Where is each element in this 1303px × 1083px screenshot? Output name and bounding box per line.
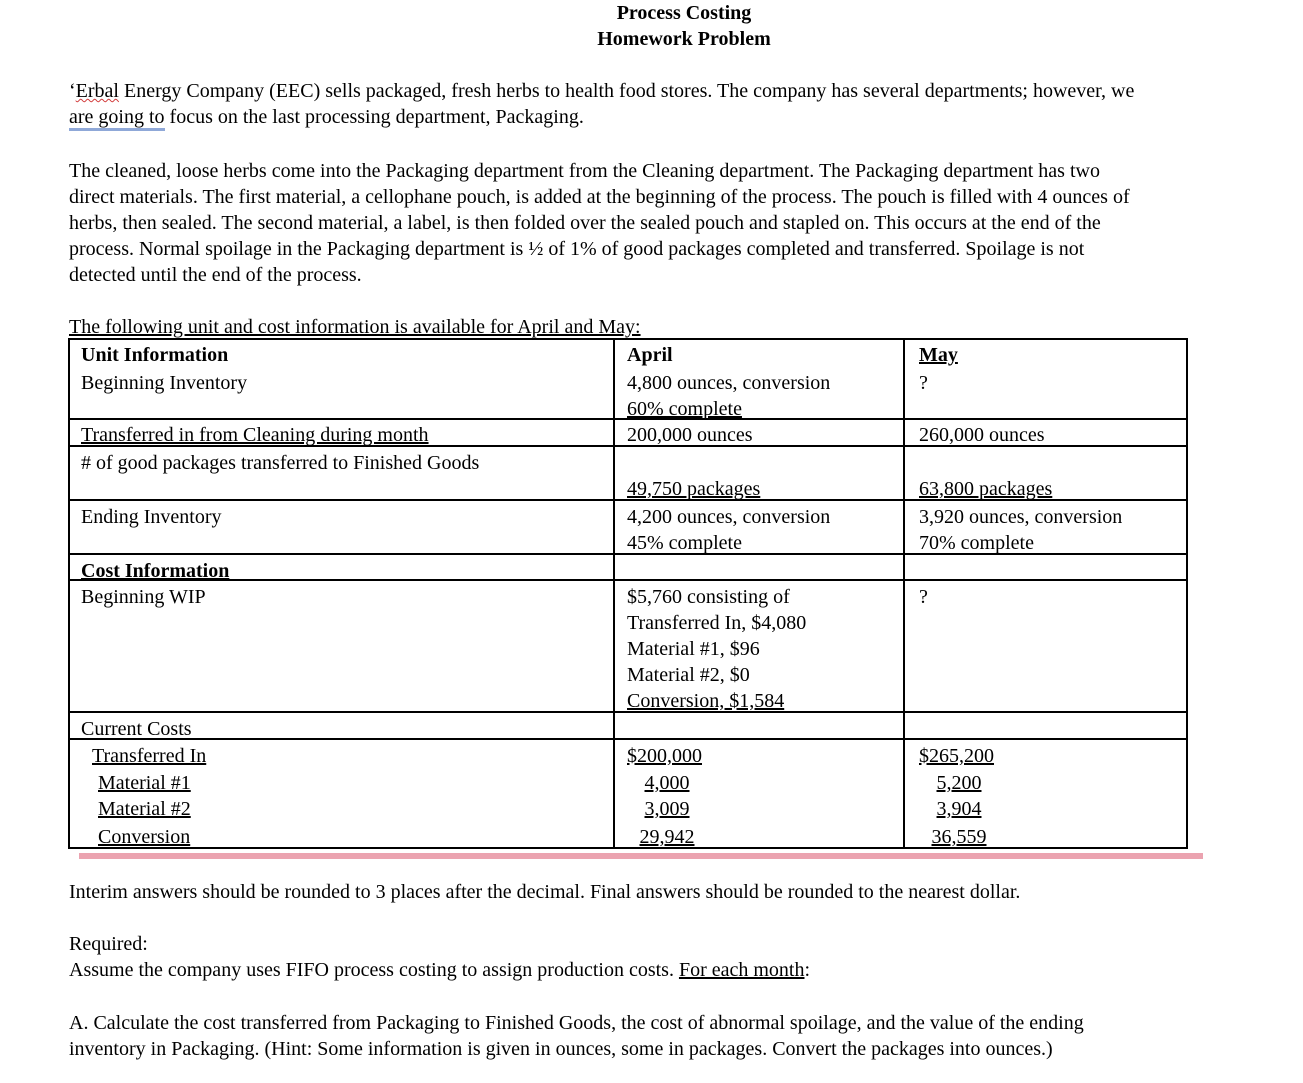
beginning-inventory-may: ?	[919, 372, 928, 394]
cost-information-heading: Cost Information	[81, 560, 230, 582]
unit-cost-table	[68, 338, 1188, 849]
beginning-wip-april-line: Transferred In, $4,080	[627, 612, 807, 634]
rounding-note: Interim answers should be rounded to 3 places after the decimal. Final answers should be rounded to the nearest dollar.	[69, 881, 1021, 903]
current-cost-april: 4,000	[644, 772, 690, 794]
ending-inventory-may-completion: 70% complete	[919, 532, 1034, 554]
current-cost-april: 29,942	[639, 826, 695, 848]
beginning-inventory-april: 4,800 ounces, conversion	[627, 372, 831, 394]
question-a-line-1: A. Calculate the cost transferred from Packaging to Finished Goods, the cost of abnormal spoilage, and the value of the ending	[69, 1012, 1084, 1034]
intro-line-1	[69, 78, 1294, 104]
description-line: process. Normal spoilage in the Packaging department is ½ of 1% of good packages completed and transferred. Spoilage is not	[69, 238, 1085, 260]
beginning-wip-label: Beginning WIP	[81, 586, 206, 608]
table-intro	[69, 314, 1294, 340]
beginning-wip-april-line: Material #2, $0	[627, 664, 750, 686]
description-line: direct materials. The first material, a cellophane pouch, is added at the beginning of the process. The pouch is filled with 4 ounces of	[69, 186, 1130, 208]
ending-inventory-label: Ending Inventory	[81, 506, 222, 528]
ending-inventory-april: 4,200 ounces, conversion	[627, 506, 831, 528]
company-name-misspelled[interactable]: Erbal	[75, 80, 119, 102]
beginning-inventory-label: Beginning Inventory	[81, 372, 248, 394]
grammar-flag[interactable]: are going to	[69, 106, 165, 131]
page-title: Process Costing	[616, 2, 752, 24]
current-cost-may: 5,200	[936, 772, 982, 794]
table-rule	[68, 338, 1188, 340]
intro-line-2-text: focus on the last processing department, Packaging.	[164, 106, 584, 128]
intro-line-1-text: Energy Company (EEC) sells packaged, fresh herbs to health food stores. The company has several departments; however, we	[118, 80, 1135, 102]
current-cost-may: 36,559	[931, 826, 987, 848]
transferred-in-label: Transferred in from Cleaning during month	[81, 424, 429, 446]
intro-quote: ‘	[69, 80, 76, 102]
for-each-month: For each month	[678, 959, 805, 981]
required-colon: :	[804, 959, 811, 981]
table-rule	[613, 338, 615, 849]
table-rule	[68, 738, 1188, 740]
header-unit-information: Unit Information	[81, 344, 229, 366]
header-may: May	[919, 344, 958, 366]
intro-line-2	[69, 104, 1294, 130]
current-cost-row-label: Transferred In	[92, 745, 207, 767]
description-line: detected until the end of the process.	[69, 264, 362, 286]
current-cost-row-label: Conversion	[98, 826, 191, 848]
page-subtitle: Homework Problem	[597, 28, 771, 50]
good-packages-april: 49,750 packages	[627, 478, 761, 500]
table-rule	[68, 579, 1188, 581]
beginning-wip-april-line: $5,760 consisting of	[627, 586, 790, 608]
current-cost-april: $200,000	[627, 745, 702, 767]
current-cost-may: 3,904	[936, 798, 982, 820]
current-cost-may: $265,200	[919, 745, 994, 767]
beginning-wip-april-line: Material #1, $96	[627, 638, 760, 660]
question-a-line-2: inventory in Packaging. (Hint: Some information is given in ounces, some in packages. Convert the packages into ounces.)	[69, 1038, 1053, 1060]
transferred-in-may: 260,000 ounces	[919, 424, 1045, 446]
ending-inventory-may: 3,920 ounces, conversion	[919, 506, 1123, 528]
required-label: Required:	[69, 933, 148, 955]
header-april: April	[627, 344, 673, 366]
required-assumption-text: Assume the company uses FIFO process costing to assign production costs.	[69, 959, 679, 981]
good-packages-may: 63,800 packages	[919, 478, 1053, 500]
table-intro-text: The following unit and cost information is available for April and May:	[69, 316, 641, 338]
description-line: The cleaned, loose herbs come into the Packaging department from the Cleaning department. The Packaging department has two	[69, 160, 1100, 182]
beginning-wip-april-line: Conversion, $1,584	[627, 690, 785, 712]
current-costs-label: Current Costs	[81, 718, 192, 740]
beginning-inventory-april-completion: 60% complete	[627, 398, 742, 420]
table-rule	[1186, 338, 1188, 849]
good-packages-label: # of good packages transferred to Finished Goods	[81, 452, 480, 474]
beginning-wip-may: ?	[919, 586, 928, 608]
ending-inventory-april-completion: 45% complete	[627, 532, 742, 554]
current-cost-row-label: Material #2	[98, 798, 191, 820]
current-cost-april: 3,009	[644, 798, 690, 820]
transferred-in-april: 200,000 ounces	[627, 424, 753, 446]
current-cost-row-label: Material #1	[98, 772, 191, 794]
table-rule	[903, 338, 905, 849]
description-line: herbs, then sealed. The second material, a label, is then folded over the sealed pouch and stapled on. This occurs at the end of the	[69, 212, 1101, 234]
table-rule	[68, 338, 70, 849]
required-assumption	[69, 957, 1294, 983]
track-change-bar	[79, 853, 1203, 859]
